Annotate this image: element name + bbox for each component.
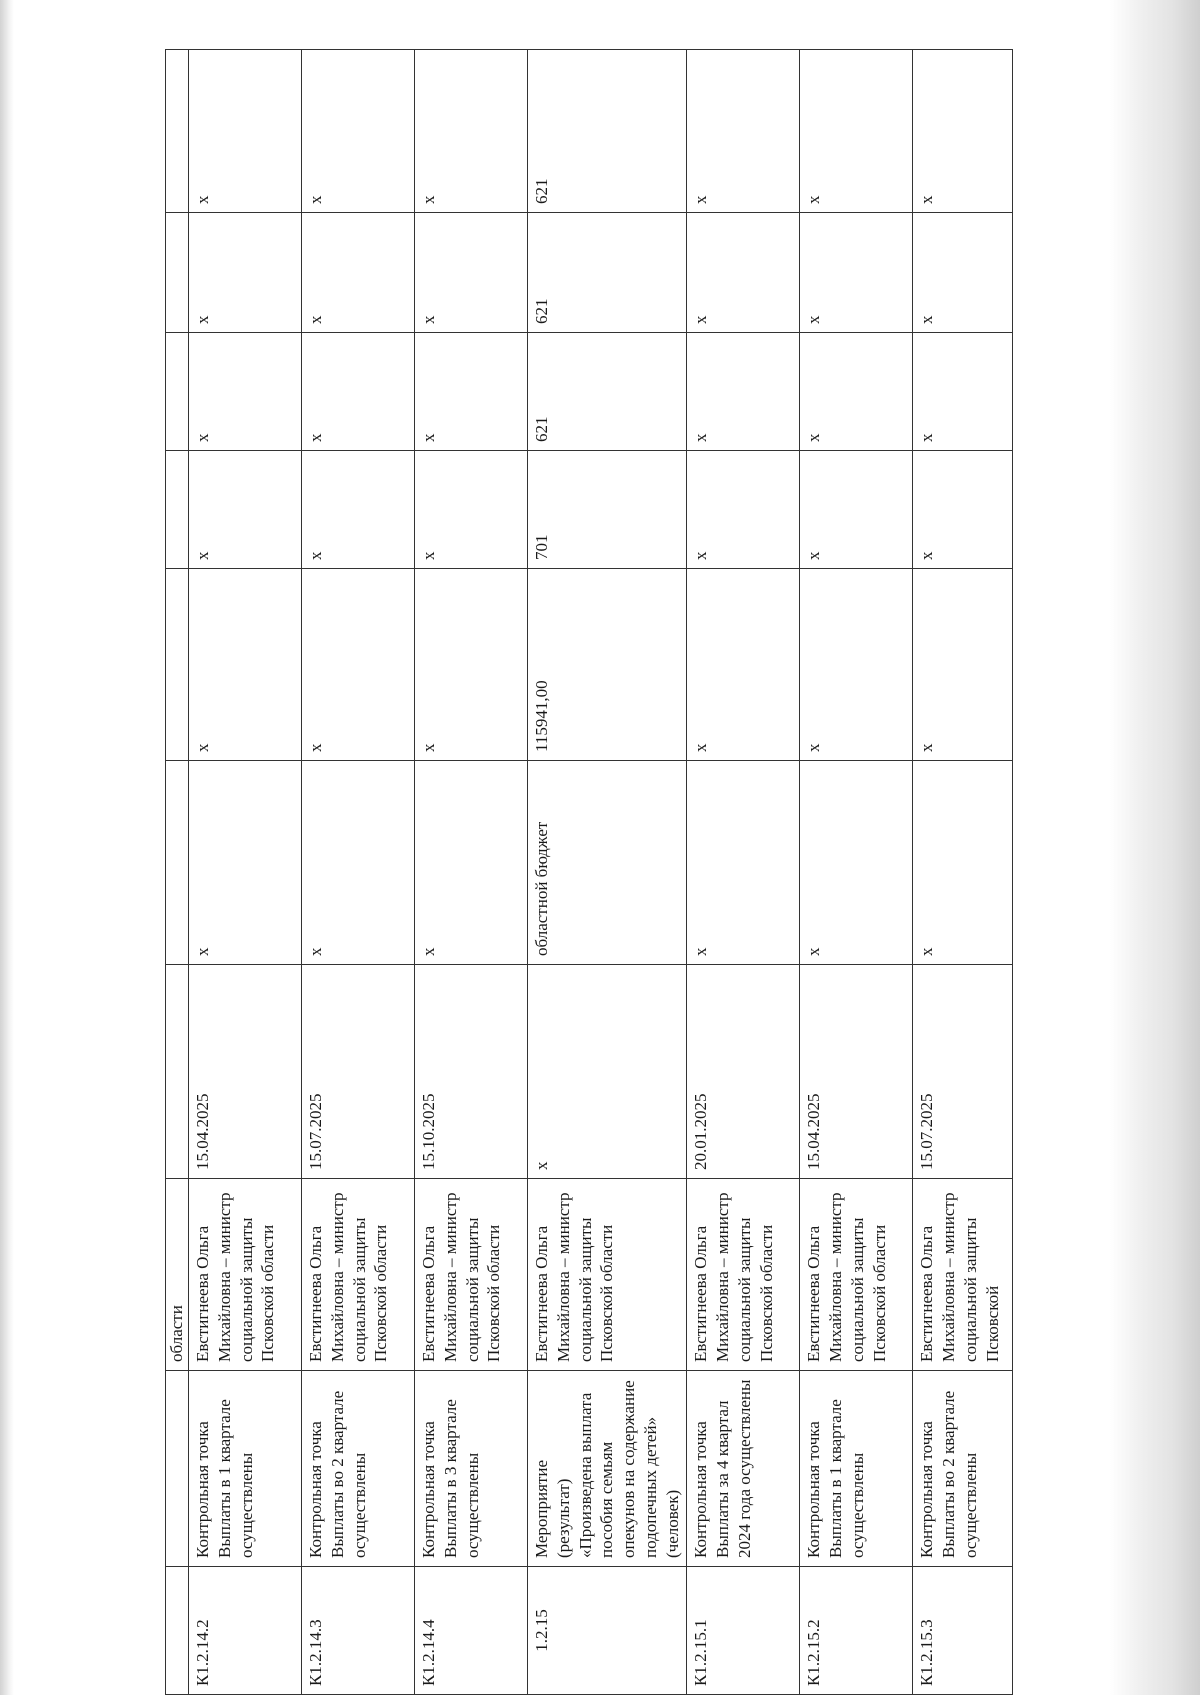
cell-amount: х [302, 569, 415, 761]
cell-code: К1.2.15.3 [913, 1567, 1013, 1695]
table-row [800, 50, 913, 1695]
cell-v2: х [189, 333, 302, 451]
table-body [166, 50, 1013, 1695]
cell-date: 20.01.2025 [687, 965, 800, 1179]
cell-date: 15.10.2025 [415, 965, 528, 1179]
cell-source: х [913, 761, 1013, 965]
table-row [302, 50, 415, 1695]
table-row [528, 50, 687, 1695]
cell-v3 [166, 213, 189, 333]
cell-v4: х [687, 50, 800, 213]
cell-amount: х [415, 569, 528, 761]
cell-code: К1.2.14.4 [415, 1567, 528, 1695]
cell-name: Контрольная точка Выплаты во 2 квартале осуществлены [913, 1371, 1013, 1567]
cell-v3: х [302, 213, 415, 333]
table-row [415, 50, 528, 1695]
cell-v1: х [302, 451, 415, 569]
cell-source: областной бюджет [528, 761, 687, 965]
cell-v1: 701 [528, 451, 687, 569]
cell-v1: х [687, 451, 800, 569]
cell-v4: х [800, 50, 913, 213]
cell-source: х [302, 761, 415, 965]
cell-code: К1.2.14.2 [189, 1567, 302, 1695]
cell-name: Контрольная точка Выплаты в 3 квартале осуществлены [415, 1371, 528, 1567]
cell-v4: х [302, 50, 415, 213]
cell-code: 1.2.15 [528, 1567, 687, 1695]
cell-v4: х [189, 50, 302, 213]
cell-v2: х [913, 333, 1013, 451]
cell-date: 15.04.2025 [189, 965, 302, 1179]
cell-v2: х [415, 333, 528, 451]
cell-responsible: Евстигнеева Ольга Михайловна – министр социальной защиты Псковской области [302, 1179, 415, 1371]
cell-responsible: Евстигнеева Ольга Михайловна – министр социальной защиты Псковской [913, 1179, 1013, 1371]
cell-name: Контрольная точка Выплаты в 1 квартале осуществлены [189, 1371, 302, 1567]
cell-responsible: Евстигнеева Ольга Михайловна – министр социальной защиты Псковской области [415, 1179, 528, 1371]
cell-name: Контрольная точка Выплаты во 2 квартале осуществлены [302, 1371, 415, 1567]
cell-date: 15.07.2025 [913, 965, 1013, 1179]
cell-v3: 621 [528, 213, 687, 333]
cell-amount [166, 569, 189, 761]
cell-v3: х [189, 213, 302, 333]
cell-name: Мероприятие (результат) «Произведена выплата пособия семьям опекунов на содержание подопечных детей» (человек) [528, 1371, 687, 1567]
cell-responsible: Евстигнеева Ольга Михайловна – министр социальной защиты Псковской области [528, 1179, 687, 1371]
cell-code: К1.2.15.2 [800, 1567, 913, 1695]
cell-v3: х [415, 213, 528, 333]
cell-code [166, 1567, 189, 1695]
cell-responsible: области [166, 1179, 189, 1371]
cell-name: Контрольная точка Выплаты в 1 квартале осуществлены [800, 1371, 913, 1567]
cell-v2: х [687, 333, 800, 451]
table-row [913, 50, 1013, 1695]
cell-source: х [687, 761, 800, 965]
cell-amount: 115941,00 [528, 569, 687, 761]
cell-code: К1.2.15.1 [687, 1567, 800, 1695]
cell-source [166, 761, 189, 965]
cell-v1 [166, 451, 189, 569]
cell-v4: х [415, 50, 528, 213]
cell-v3: х [687, 213, 800, 333]
cell-source: х [415, 761, 528, 965]
cell-responsible: Евстигнеева Ольга Михайловна – министр социальной защиты Псковской области [800, 1179, 913, 1371]
cell-name: Контрольная точка Выплаты за 4 квартал 2024 года осуществлены [687, 1371, 800, 1567]
cell-v1: х [800, 451, 913, 569]
table-row [687, 50, 800, 1695]
cell-v2: х [800, 333, 913, 451]
cell-date: 15.07.2025 [302, 965, 415, 1179]
cell-date [166, 965, 189, 1179]
cell-amount: х [687, 569, 800, 761]
cell-v1: х [415, 451, 528, 569]
cell-v2: х [302, 333, 415, 451]
header-continuation-row [166, 50, 189, 1695]
measures-table [165, 49, 1013, 1695]
cell-name [166, 1371, 189, 1567]
cell-v1: х [913, 451, 1013, 569]
cell-v1: х [189, 451, 302, 569]
cell-v4: х [913, 50, 1013, 213]
table-row [189, 50, 302, 1695]
cell-v2 [166, 333, 189, 451]
cell-date: х [528, 965, 687, 1179]
cell-responsible: Евстигнеева Ольга Михайловна – министр социальной защиты Псковской области [687, 1179, 800, 1371]
cell-v3: х [800, 213, 913, 333]
cell-amount: х [189, 569, 302, 761]
cell-amount: х [913, 569, 1013, 761]
cell-code: К1.2.14.3 [302, 1567, 415, 1695]
cell-v3: х [913, 213, 1013, 333]
cell-v4 [166, 50, 189, 213]
cell-source: х [800, 761, 913, 965]
cell-source: х [189, 761, 302, 965]
cell-v4: 621 [528, 50, 687, 213]
cell-v2: 621 [528, 333, 687, 451]
cell-responsible: Евстигнеева Ольга Михайловна – министр социальной защиты Псковской области [189, 1179, 302, 1371]
cell-amount: х [800, 569, 913, 761]
cell-date: 15.04.2025 [800, 965, 913, 1179]
